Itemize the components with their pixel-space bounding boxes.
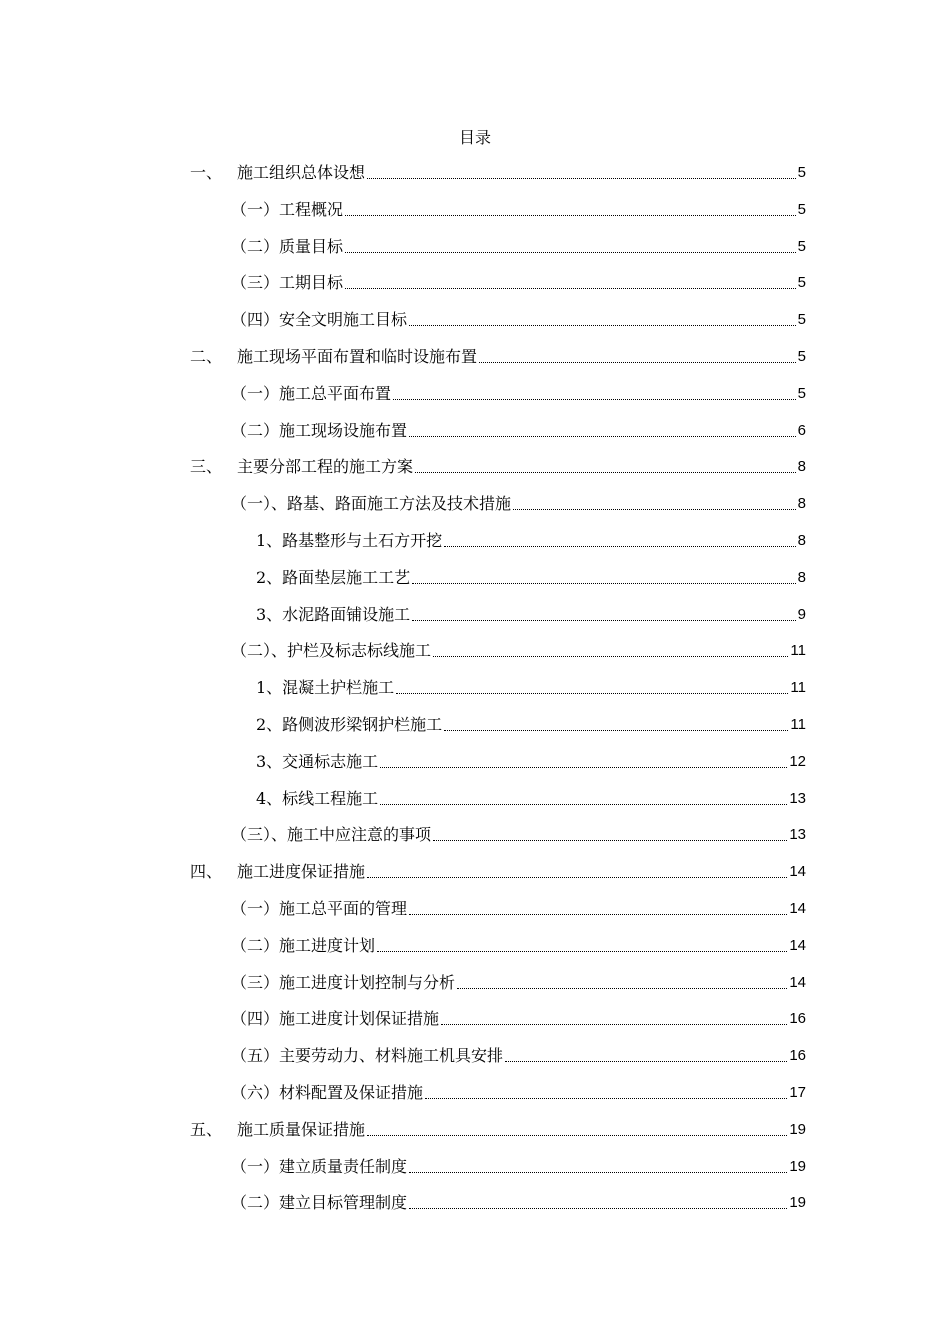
toc-entry[interactable] [231, 234, 806, 258]
toc-entry-label: （五）主要劳动力、材料施工机具安排 [231, 1046, 504, 1065]
toc-entry[interactable] [231, 1190, 806, 1214]
toc-entry-label: 施工质量保证措施 [237, 1120, 366, 1139]
toc-dot-leader [415, 472, 796, 473]
toc-dot-leader [409, 1172, 787, 1173]
toc-entry-label: （一）施工总平面布置 [231, 384, 392, 403]
toc-entry-label: （四）施工进度计划保证措施 [231, 1009, 440, 1028]
toc-dot-leader [409, 914, 787, 915]
toc-entry-label: 主要分部工程的施工方案 [237, 457, 414, 476]
toc-dot-leader [444, 546, 795, 547]
toc-dot-leader [393, 399, 796, 400]
toc-dot-leader [367, 178, 796, 179]
toc-entry-page-number: 5 [797, 201, 806, 218]
toc-entry[interactable] [256, 712, 806, 736]
toc-entry[interactable] [190, 859, 806, 883]
toc-dot-leader [433, 656, 788, 657]
toc-dot-leader [505, 1061, 787, 1062]
toc-entry[interactable] [231, 418, 806, 442]
toc-entry-number: 二、 [190, 347, 223, 366]
toc-entry-page-number: 5 [797, 348, 806, 365]
toc-dot-leader [345, 252, 796, 253]
toc-entry[interactable] [231, 896, 806, 920]
toc-entry[interactable] [231, 822, 806, 846]
toc-entry[interactable] [256, 786, 806, 810]
toc-entry-page-number: 8 [797, 569, 806, 586]
toc-entry-page-number: 11 [790, 642, 806, 659]
toc-entry[interactable] [231, 307, 806, 331]
toc-entry[interactable] [256, 565, 806, 589]
toc-entry-label: 2、路侧波形梁钢护栏施工 [256, 715, 443, 734]
toc-dot-leader [479, 362, 796, 363]
toc-entry-page-number: 11 [790, 679, 806, 696]
toc-entry-number: 三、 [190, 457, 223, 476]
toc-entry-label: 3、交通标志施工 [256, 752, 379, 771]
toc-entry-page-number: 19 [789, 1121, 806, 1138]
toc-dot-leader [457, 988, 787, 989]
toc-dot-leader [425, 1098, 787, 1099]
toc-entry[interactable] [256, 528, 806, 552]
toc-dot-leader [345, 288, 796, 289]
toc-entry-page-number: 8 [797, 458, 806, 475]
toc-dot-leader [409, 325, 796, 326]
toc-entry-page-number: 19 [789, 1158, 806, 1175]
toc-entry-label: 施工组织总体设想 [237, 163, 366, 182]
toc-entry-page-number: 14 [789, 974, 806, 991]
toc-entry-label: （一）工程概况 [231, 200, 344, 219]
toc-entry-label: 2、路面垫层施工工艺 [256, 568, 411, 587]
toc-entry-page-number: 9 [797, 606, 806, 623]
toc-title: 目录 [458, 128, 491, 147]
toc-entry-label: （三）工期目标 [231, 273, 344, 292]
toc-entry-page-number: 8 [797, 532, 806, 549]
toc-entry-page-number: 16 [789, 1047, 806, 1064]
toc-entry[interactable] [231, 1080, 806, 1104]
toc-entry-label: 施工现场平面布置和临时设施布置 [237, 347, 478, 366]
toc-entry-label: （六）材料配置及保证措施 [231, 1083, 424, 1102]
toc-entry-label: （一）、路基、路面施工方法及技术措施 [231, 494, 512, 513]
toc-entry-page-number: 6 [797, 422, 806, 439]
toc-entry-label: （二）质量目标 [231, 237, 344, 256]
toc-entry-label: （三）施工进度计划控制与分析 [231, 973, 456, 992]
toc-dot-leader [433, 840, 787, 841]
toc-entry-page-number: 17 [789, 1084, 806, 1101]
toc-entry[interactable] [256, 675, 806, 699]
toc-entry[interactable] [190, 160, 806, 184]
toc-dot-leader [412, 583, 795, 584]
toc-entry-label: （二）建立目标管理制度 [231, 1193, 408, 1212]
toc-dot-leader [396, 693, 788, 694]
toc-dot-leader [513, 509, 796, 510]
toc-entry-page-number: 5 [797, 238, 806, 255]
toc-dot-leader [380, 767, 787, 768]
toc-dot-leader [377, 951, 787, 952]
toc-entry-label: 4、标线工程施工 [256, 789, 379, 808]
toc-entry-page-number: 14 [789, 937, 806, 954]
toc-dot-leader [345, 215, 796, 216]
toc-entry-page-number: 11 [790, 716, 806, 733]
toc-entry[interactable] [256, 749, 806, 773]
toc-entry-number: 一、 [190, 163, 223, 182]
toc-entry[interactable] [190, 454, 806, 478]
toc-entry-page-number: 12 [789, 753, 806, 770]
toc-entry-label: （二）施工进度计划 [231, 936, 376, 955]
toc-entry[interactable] [256, 602, 806, 626]
toc-entry-number: 五、 [190, 1120, 223, 1139]
toc-entry-page-number: 5 [797, 311, 806, 328]
toc-dot-leader [380, 804, 787, 805]
toc-entry-label: 施工进度保证措施 [237, 862, 366, 881]
toc-entry-page-number: 19 [789, 1194, 806, 1211]
toc-dot-leader [441, 1024, 787, 1025]
toc-entry[interactable] [231, 1006, 806, 1030]
toc-entry[interactable] [231, 638, 806, 662]
toc-dot-leader [412, 620, 795, 621]
toc-dot-leader [409, 1208, 787, 1209]
toc-entry[interactable] [190, 1117, 806, 1141]
toc-dot-leader [367, 877, 787, 878]
toc-dot-leader [409, 436, 796, 437]
toc-entry[interactable] [190, 344, 806, 368]
toc-entry-page-number: 5 [797, 385, 806, 402]
toc-entry-page-number: 16 [789, 1010, 806, 1027]
toc-entry-page-number: 14 [789, 863, 806, 880]
toc-entry-page-number: 5 [797, 164, 806, 181]
toc-entry[interactable] [231, 933, 806, 957]
toc-entry-label: （二）、护栏及标志标线施工 [231, 641, 432, 660]
toc-entry-label: （二）施工现场设施布置 [231, 421, 408, 440]
toc-entry-page-number: 13 [789, 826, 806, 843]
toc-entry-page-number: 13 [789, 790, 806, 807]
toc-entry[interactable] [231, 270, 806, 294]
toc-entry-label: （一）施工总平面的管理 [231, 899, 408, 918]
toc-entry[interactable] [231, 197, 806, 221]
toc-entry-label: 1、混凝土护栏施工 [256, 678, 395, 697]
toc-entry[interactable] [231, 381, 806, 405]
toc-dot-leader [444, 730, 788, 731]
toc-entry-label: 1、路基整形与土石方开挖 [256, 531, 443, 550]
toc-entry-page-number: 5 [797, 274, 806, 291]
toc-entry-label: （四）安全文明施工目标 [231, 310, 408, 329]
toc-entry[interactable] [231, 1154, 806, 1178]
toc-entry-page-number: 8 [797, 495, 806, 512]
toc-entry-label: （三）、施工中应注意的事项 [231, 825, 432, 844]
toc-entry-page-number: 14 [789, 900, 806, 917]
toc-entry-number: 四、 [190, 862, 223, 881]
toc-entry[interactable] [231, 970, 806, 994]
toc-entry-label: （一）建立质量责任制度 [231, 1157, 408, 1176]
toc-entry-label: 3、水泥路面铺设施工 [256, 605, 411, 624]
toc-dot-leader [367, 1135, 787, 1136]
toc-entry[interactable] [231, 491, 806, 515]
toc-entry[interactable] [231, 1043, 806, 1067]
